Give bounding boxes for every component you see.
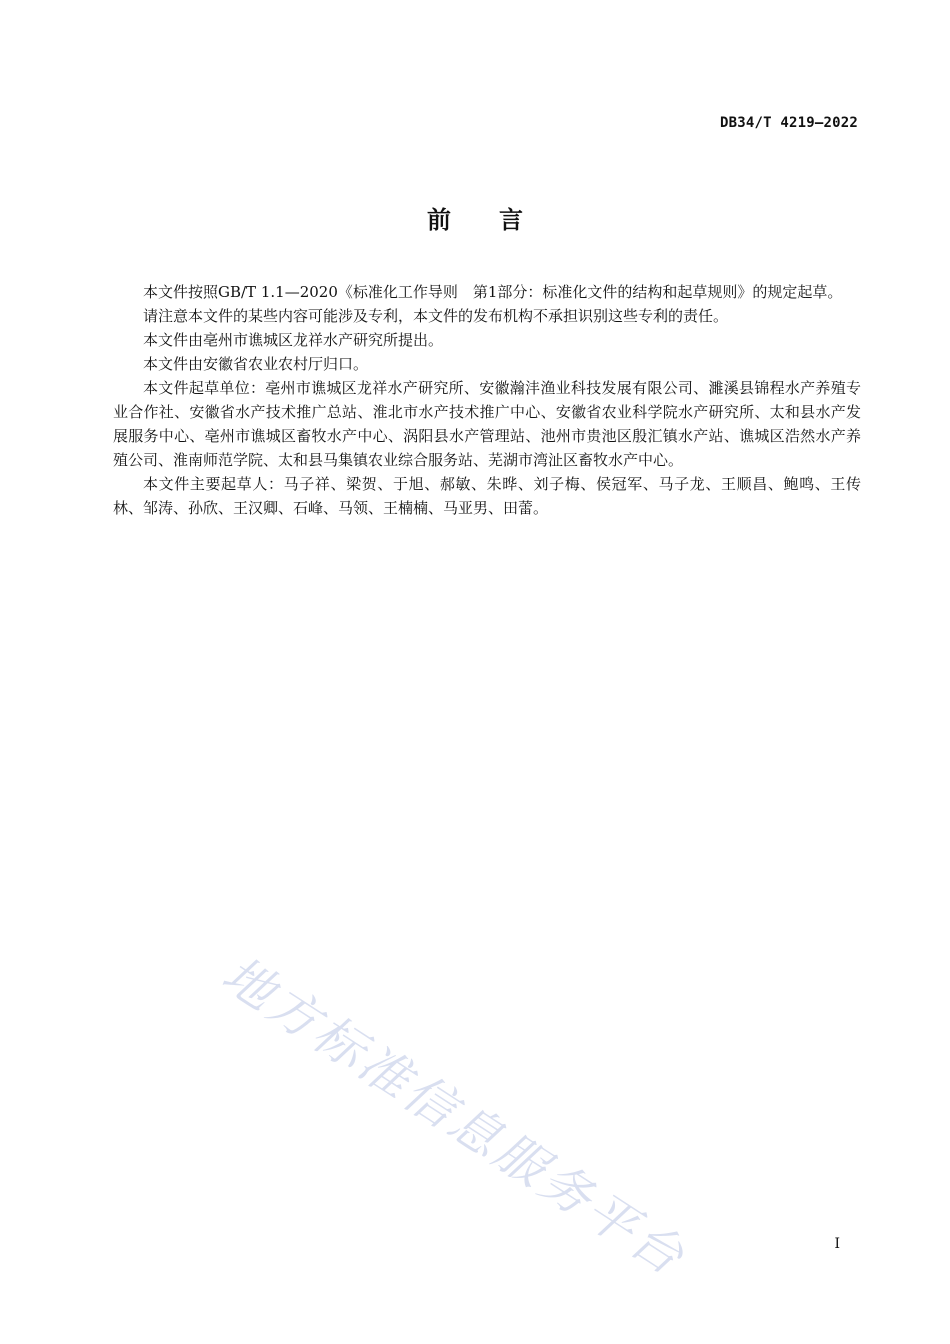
paragraph-administrator: 本文件由安徽省农业农村厅归口。 xyxy=(143,355,369,373)
paragraph-drafters: 本文件主要起草人：马子祥、梁贺、于旭、郝敏、朱晔、刘子梅、侯冠军、马子龙、王顺昌、鲍鸣、王传林、邹涛、孙欣、王汉卿、石峰、马领、王楠楠、马亚男、田蕾。 xyxy=(113,475,861,517)
page-title: 前言 xyxy=(427,206,571,234)
body-text xyxy=(113,280,861,520)
watermark: 地方标准信息服务平台 xyxy=(212,945,697,1288)
paragraph-drafting-basis: 本文件按照GB/T 1.1—2020《标准化工作导则 第1部分：标准化文件的结构和起草规则》的规定起草。 xyxy=(143,283,843,301)
paragraph-drafting-units: 本文件起草单位：亳州市谯城区龙祥水产研究所、安徽瀚沣渔业科技发展有限公司、濉溪县锦程水产养殖专业合作社、安徽省水产技术推广总站、淮北市水产技术推广中心、安徽省农业科学院水产研究所、太和县水产发展服务中心、亳州市谯城区畜牧水产中心、涡阳县水产管理站、池州市贵池区殷汇镇水产站、谯城区浩然水产养殖公司、淮南师范学院、太和县马集镇农业综合服务站、芜湖市湾沚区畜牧水产中心。 xyxy=(113,379,861,469)
page-number: I xyxy=(834,1236,840,1252)
paragraph-patent-notice: 请注意本文件的某些内容可能涉及专利，本文件的发布机构不承担识别这些专利的责任。 xyxy=(143,307,729,325)
paragraph-proposer: 本文件由亳州市谯城区龙祥水产研究所提出。 xyxy=(143,331,444,349)
document-code: DB34/T 4219—2022 xyxy=(719,115,858,131)
